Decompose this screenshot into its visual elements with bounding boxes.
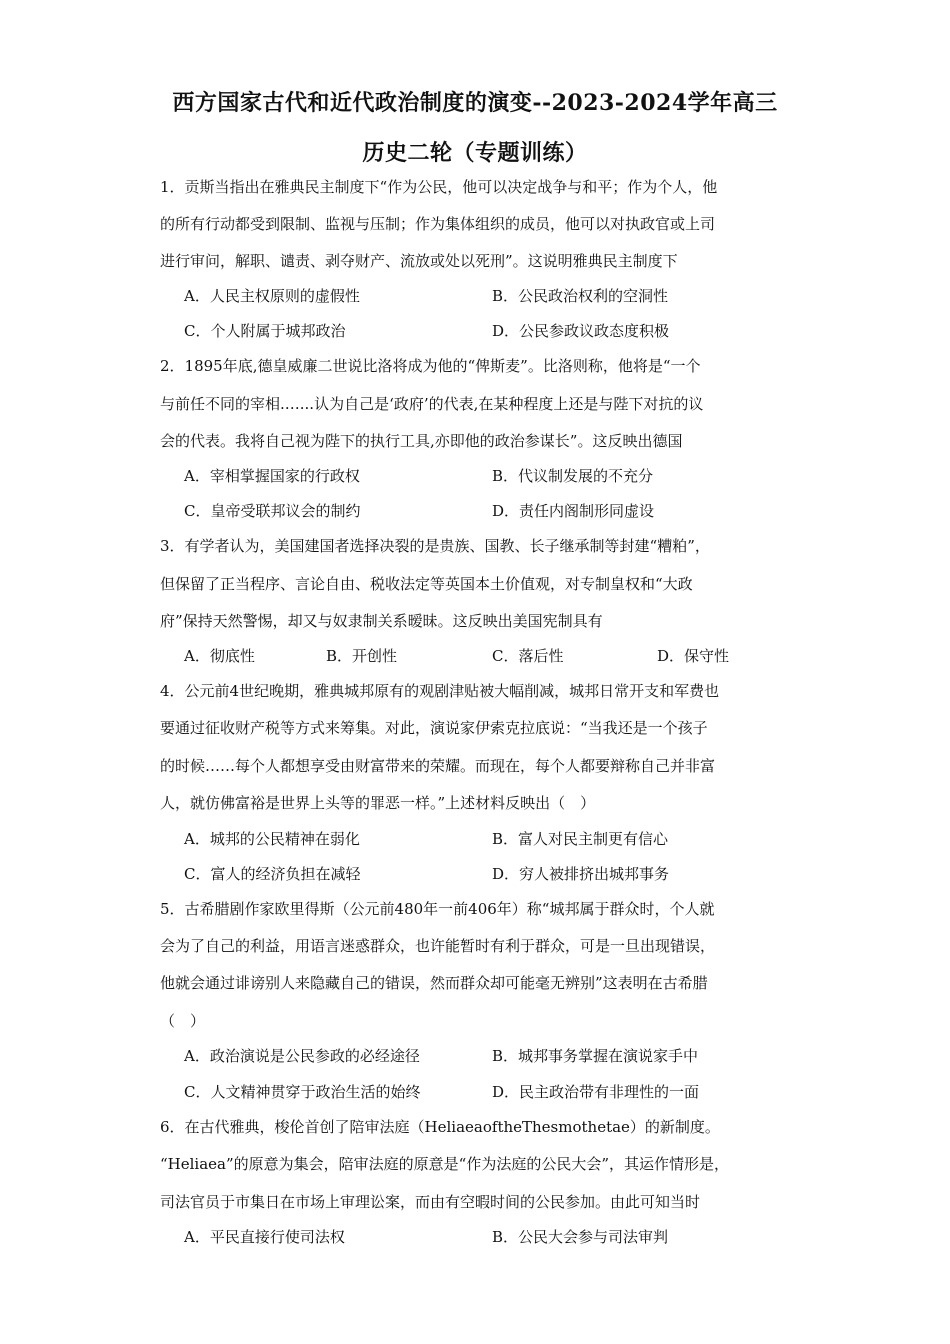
q2-stem-line-3: 会的代表。我将自己视为陛下的执行工具,亦即他的政治参谋长”。这反映出德国: [160, 432, 683, 450]
q2-option-b: B．代议制发展的不充分: [492, 467, 654, 485]
q1-stem-line-1: 1．贡斯当指出在雅典民主制度下“作为公民，他可以决定战争与和平；作为个人，他: [160, 178, 718, 196]
q6-option-b: B．公民大会参与司法审判: [492, 1228, 669, 1246]
q4-option-c: C．富人的经济负担在减轻: [184, 865, 361, 883]
q6-stem-line-3: 司法官员于市集日在市场上审理讼案，而由有空暇时间的公民参加。由此可知当时: [160, 1193, 701, 1211]
q4-option-b: B．富人对民主制更有信心: [492, 830, 669, 848]
q3-stem-line-1: 3．有学者认为，美国建国者选择决裂的是贵族、国教、长子继承制等封建“糟粕”，: [160, 537, 710, 555]
q5-stem-line-1: 5．古希腊剧作家欧里得斯（公元前480年一前406年）称“城邦属于群众时，个人就: [160, 900, 715, 918]
q5-stem-line-4: （ ）: [160, 1012, 206, 1030]
q3-option-b: B．开创性: [326, 647, 398, 665]
q3-option-c: C．落后性: [492, 647, 564, 665]
q5-stem-line-2: 会为了自己的利益，用语言迷惑群众，也许能暂时有利于群众，可是一旦出现错误，: [160, 937, 716, 955]
q6-option-a: A．平民直接行使司法权: [184, 1228, 345, 1246]
q6-stem-line-1: 6．在古代雅典，梭伦首创了陪审法庭（HeliaeaoftheThesmothetae）的新制度。: [160, 1118, 720, 1136]
q5-option-a: A．政治演说是公民参政的必经途径: [184, 1047, 420, 1065]
q5-option-b: B．城邦事务掌握在演说家手中: [492, 1047, 699, 1065]
q5-option-d: D．民主政治带有非理性的一面: [492, 1083, 700, 1101]
q3-option-d: D．保守性: [657, 647, 730, 665]
q4-stem-line-1: 4．公元前4世纪晚期，雅典城邦原有的观剧津贴被大幅削减，城邦日常开支和军费也: [160, 682, 720, 700]
title-line-2: 历史二轮（专题训练）: [362, 140, 588, 166]
q2-option-d: D．责任内阁制形同虚设: [492, 502, 655, 520]
q2-option-c: C．皇帝受联邦议会的制约: [184, 502, 361, 520]
q1-option-b: B．公民政治权利的空洞性: [492, 287, 669, 305]
q2-stem-line-1: 2．1895年底,德皇威廉二世说比洛将成为他的“俾斯麦”。比洛则称，他将是“一个: [160, 357, 701, 375]
q3-option-a: A．彻底性: [184, 647, 255, 665]
q1-stem-line-2: 的所有行动都受到限制、监视与压制；作为集体组织的成员，他可以对执政官或上司: [160, 215, 716, 233]
q6-stem-line-2: “Heliaea”的原意为集会，陪审法庭的原意是“作为法庭的公民大会”，其运作情形是，: [160, 1155, 729, 1173]
q4-option-a: A．城邦的公民精神在弱化: [184, 830, 360, 848]
q2-option-a: A．宰相掌握国家的行政权: [184, 467, 360, 485]
q1-stem-line-3: 进行审问，解职、谴责、剥夺财产、流放或处以死刑”。这说明雅典民主制度下: [160, 252, 678, 270]
q4-stem-line-4: 人，就仿佛富裕是世界上头等的罪恶一样。”上述材料反映出（ ）: [160, 794, 596, 812]
q2-stem-line-2: 与前任不同的宰相.…...认为自己是‘政府’的代表,在某种程度上还是与陛下对抗的议: [160, 395, 704, 413]
q3-stem-line-3: 府”保持天然警惕，却又与奴隶制关系暧昧。这反映出美国宪制具有: [160, 612, 603, 630]
q4-stem-line-3: 的时候……每个人都想享受由财富带来的荣耀。而现在，每个人都要辩称自己并非富: [160, 757, 716, 775]
q5-stem-line-3: 他就会通过诽谤别人来隐藏自己的错误，然而群众却可能毫无辨别”这表明在古希腊: [160, 974, 708, 992]
q1-option-c: C．个人附属于城邦政治: [184, 322, 346, 340]
q3-stem-line-2: 但保留了正当程序、言论自由、税收法定等英国本土价值观，对专制皇权和“大政: [160, 575, 693, 593]
q5-option-c: C．人文精神贯穿于政治生活的始终: [184, 1083, 421, 1101]
title-line-1: 西方国家古代和近代政治制度的演变--2023-2024学年高三: [172, 90, 778, 116]
q1-option-a: A．人民主权原则的虚假性: [184, 287, 360, 305]
q4-option-d: D．穷人被排挤出城邦事务: [492, 865, 670, 883]
q1-option-d: D．公民参政议政态度积极: [492, 322, 670, 340]
q4-stem-line-2: 要通过征收财产税等方式来筹集。对此，演说家伊索克拉底说：“当我还是一个孩子: [160, 719, 708, 737]
